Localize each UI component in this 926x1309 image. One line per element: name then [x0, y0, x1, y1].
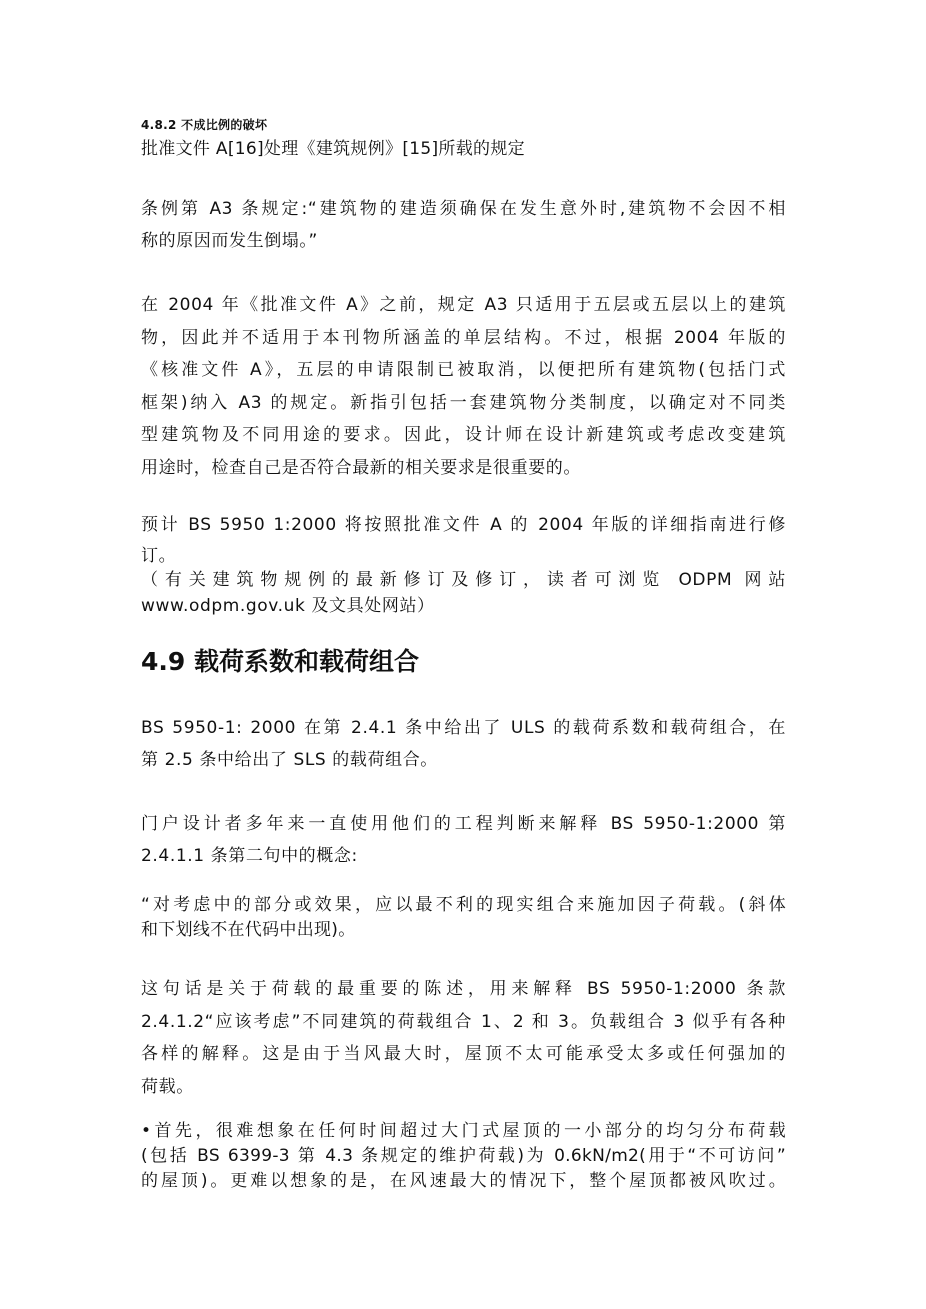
section-heading-4-9: 4.9 载荷系数和载荷组合: [141, 647, 419, 676]
paragraph-uls-load-factors: [141, 712, 786, 776]
text-line: 2.4.1.1 条第二句中的概念:: [141, 846, 358, 866]
paragraph-regulation-a3: [141, 193, 786, 257]
text-line: 的屋顶)。更难以想象的是，在风速最大的情况下，整个屋顶都被风吹过。: [141, 1171, 786, 1191]
paragraph-portal-designers: [141, 808, 786, 872]
text-line: 第 2.5 条中给出了 SLS 的载荷组合。: [141, 750, 438, 770]
text-line: 各样的解释。这是由于当风最大时，屋顶不太可能承受太多或任何强加的: [141, 1044, 786, 1064]
text-line: 《核准文件 A》，五层的申请限制已被取消，以便把所有建筑物(包括门式: [141, 360, 786, 380]
text-line: www.odpm.gov.uk 及文具处网站）: [141, 596, 435, 616]
paragraph-odpm-note: [141, 567, 786, 619]
text-line: 订。: [141, 546, 177, 566]
text-line: 和下划线不在代码中出现)。: [141, 920, 356, 940]
text-line: 条例第 A3 条规定:“建筑物的建造须确保在发生意外时,建筑物不会因不相: [141, 199, 786, 219]
section-heading-4-8-2: 4.8.2 不成比例的破坏: [141, 118, 268, 132]
text-line: •首先，很难想象在任何时间超过大门式屋顶的一小部分的均匀分布荷载: [141, 1121, 786, 1141]
text-line: 物，因此并不适用于本刊物所涵盖的单层结构。不过，根据 2004 年版的: [141, 327, 786, 348]
text-line: 荷载。: [141, 1076, 194, 1097]
text-line: 用途时，检查自己是否符合最新的相关要求是很重要的。: [141, 457, 581, 478]
text-line: “对考虑中的部分或效果，应以最不利的现实组合来施加因子荷载。(斜体: [141, 895, 786, 915]
text-line: BS 5950-1: 2000 在第 2.4.1 条中给出了 ULS 的载荷系数和载荷组合，在: [141, 718, 786, 738]
text-line: (包括 BS 6399-3 第 4.3 条规定的维护荷载)为 0.6kN/m2(用于“不可访问”: [141, 1146, 786, 1166]
text-line: （有关建筑物规例的最新修订及修订，读者可浏览 ODPM 网站: [141, 570, 786, 590]
paragraph-load-combinations: [141, 973, 786, 1103]
text-line: 框架)纳入 A3 的规定。新指引包括一套建筑物分类制度，以确定对不同类: [141, 392, 786, 413]
text-line: 在 2004 年《批准文件 A》之前，规定 A3 只适用于五层或五层以上的建筑: [141, 295, 786, 315]
text-line: 2.4.1.2“应该考虑”不同建筑的荷载组合 1、2 和 3。负载组合 3 似乎有各种: [141, 1011, 786, 1032]
text-line: 预计 BS 5950 1:2000 将按照批准文件 A 的 2004 年版的详细指南进行修: [141, 515, 786, 535]
paragraph-bs5950-revision: [141, 510, 786, 572]
text-line: 这句话是关于荷载的最重要的陈述，用来解释 BS 5950-1:2000 条款: [141, 979, 786, 999]
quote-clause: [141, 893, 786, 943]
text-line: 型建筑物及不同用途的要求。因此，设计师在设计新建筑或考虑改变建筑: [141, 425, 786, 445]
text-line: 称的原因而发生倒塌。”: [141, 231, 318, 251]
section-subtitle: 批准文件 A[16]处理《建筑规例》[15]所载的规定: [141, 139, 525, 159]
bullet-item-roof-load: [141, 1119, 786, 1194]
text-line: 门户设计者多年来一直使用他们的工程判断来解释 BS 5950-1:2000 第: [141, 814, 786, 834]
paragraph-2004-approved-document: [141, 289, 786, 484]
